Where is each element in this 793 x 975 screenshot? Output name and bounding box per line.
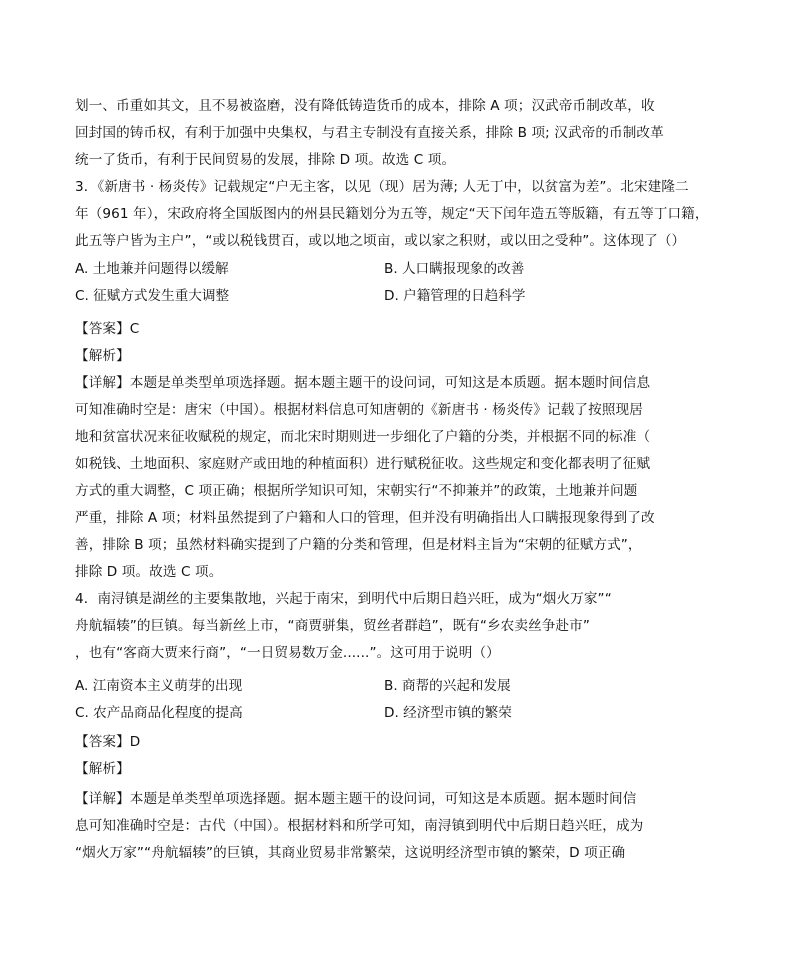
explanation-line: 可知准确时空是：唐宋（中国）。根据材料信息可知唐朝的《新唐书 · 杨炎传》记载了按照现居 [75,402,643,418]
q4-option-d: D. 经济型市镇的繁荣 [384,705,512,721]
answer-label: 【答案】C [75,321,140,337]
explanation-line: 息可知准确时空是：古代（中国）。根据材料和所学可知，南浔镇到明代中后期日趋兴旺，成为 [75,818,644,834]
text-line: 回封国的铸币权，有利于加强中央集权，与君主专制没有直接关系，排除 B 项; 汉武帝的币制改革 [75,125,664,141]
text-line: 统一了货币，有利于民间贸易的发展，排除 D 项。故选 C 项。 [75,152,456,168]
q4-option-a: A. 江南资本主义萌芽的出现 [75,678,243,694]
question-3-line: 此五等户皆为主户”，“或以税钱贯百，或以地之顷亩，或以家之积财，或以田之受种”。这体现了（） [75,233,686,249]
analysis-label: 【解析】 [75,348,130,364]
question-3-line: 年（961 年），宋政府将全国版图内的州县民籍划分为五等，规定“天下闰年造五等版籍，有五等丁口籍， [75,206,709,222]
explanation-line: 【详解】本题是单类型单项选择题。据本题主题干的设问词，可知这是本质题。据本题时间信 [75,791,637,807]
text-line: 划一、币重如其文，且不易被盗磨，没有降低铸造货币的成本，排除 A 项；汉武帝币制改革，收 [75,98,655,114]
explanation-line: 如税钱、土地面积、家庭财产或田地的种植面积）进行赋税征收。这些规定和变化都表明了征赋 [75,456,651,472]
question-4-line: 舟航辐辏”的巨镇。每当新丝上市，“商贾骈集，贸丝者群趋”，既有“乡农卖丝争赴市” [75,618,590,634]
explanation-line: 方式的重大调整，C 项正确；根据所学知识可知，宋朝实行“不抑兼并”的政策，土地兼并问题 [75,483,638,499]
explanation-line: 善，排除 B 项；虽然材料确实提到了户籍的分类和管理，但是材料主旨为“宋朝的征赋方式”， [75,537,642,553]
explanation-line: 排除 D 项。故选 C 项。 [75,564,223,580]
question-4-line: ，也有“客商大贾来行商”，“一日贸易数万金......”。这可用于说明（） [75,645,500,661]
explanation-line: 严重，排除 A 项；材料虽然提到了户籍和人口的管理，但并没有明确指出人口瞒报现象得到了改 [75,510,655,526]
explanation-line: 地和贫富状况来征收赋税的规定，而北宋时期则进一步细化了户籍的分类，并根据不同的标准（ [75,429,651,445]
q4-option-c: C. 农产品商品化程度的提高 [75,705,243,721]
question-3-line: 3．《新唐书 · 杨炎传》记载规定“户无主客，以见（现）居为薄; 人无丁中，以贫富为差”。北宋建隆二 [75,179,689,195]
question-4-line: 4．南浔镇是湖丝的主要集散地，兴起于南宋，到明代中后期日趋兴旺，成为“烟火万家”“ [75,591,612,607]
q3-option-d: D. 户籍管理的日趋科学 [384,288,526,304]
explanation-line: “烟火万家”“舟航辐辏”的巨镇，其商业贸易非常繁荣，这说明经济型市镇的繁荣，D 项正确 [75,845,626,861]
q4-option-b: B. 商帮的兴起和发展 [384,678,511,694]
explanation-line: 【详解】本题是单类型单项选择题。据本题主题干的设问词，可知这是本质题。据本题时间信息 [75,375,651,391]
analysis-label: 【解析】 [75,761,130,777]
answer-label: 【答案】D [75,734,141,750]
q3-option-b: B. 人口瞒报现象的改善 [384,261,525,277]
q3-option-a: A. 土地兼并问题得以缓解 [75,261,229,277]
q3-option-c: C. 征赋方式发生重大调整 [75,288,230,304]
